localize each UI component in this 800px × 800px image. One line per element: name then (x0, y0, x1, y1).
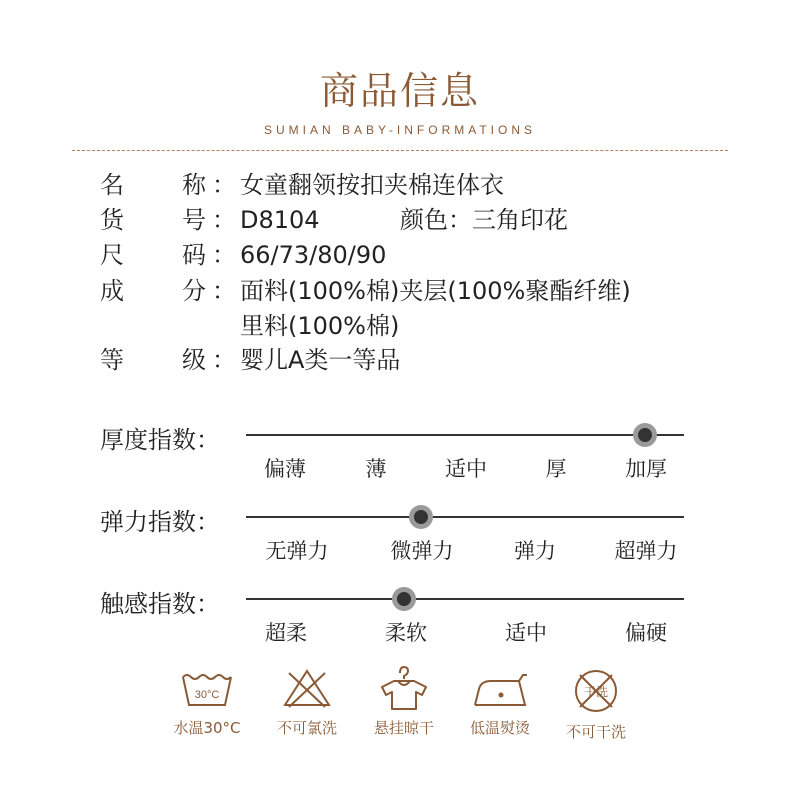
low-iron-icon (469, 665, 531, 711)
care-label: 悬挂晾干 (373, 719, 434, 737)
elasticity-option: 超弹力 (614, 539, 678, 563)
thickness-knob (633, 423, 657, 447)
thickness-track (246, 434, 684, 436)
page-title: 商品信息 (319, 69, 480, 113)
elasticity-track (246, 516, 684, 518)
touch-track (246, 598, 684, 600)
touch-option: 适中 (505, 621, 547, 645)
spec-key: 货 (100, 206, 124, 234)
spec-colon: ： (212, 171, 236, 199)
touch-knob (392, 587, 416, 611)
care-label: 低温熨烫 (469, 719, 530, 737)
spec-value: 面料(100%棉)夹层(100%聚酯纤维) (240, 277, 631, 305)
care-no-bleach (252, 665, 362, 738)
spec-value: 里料(100%棉) (240, 312, 400, 340)
spec-key: 级 (182, 346, 206, 374)
spec-key: 成 (100, 277, 124, 305)
elasticity-index-label: 弹力指数： (100, 508, 220, 536)
elasticity-option: 弹力 (514, 539, 556, 563)
care-label: 不可干洗 (565, 723, 626, 741)
spec-colon: ： (212, 241, 236, 269)
hang-dry-icon (376, 665, 432, 711)
elasticity-option: 微弹力 (390, 539, 454, 563)
care-label: 不可氯洗 (276, 719, 337, 737)
touch-option: 柔软 (385, 621, 427, 645)
touch-index-label: 触感指数： (100, 590, 220, 618)
wash-temp-text: 30°C (194, 689, 220, 701)
elasticity-option: 无弹力 (265, 539, 329, 563)
page-subtitle: SUMIAN BABY-INFORMATIONS (263, 123, 537, 137)
no-dry-clean-icon (568, 665, 624, 715)
dry-clean-text: 干洗 (583, 685, 609, 699)
spec-colon: ： (212, 346, 236, 374)
spec-key: 尺 (100, 241, 124, 269)
spec-value: 婴儿A类一等品 (240, 346, 401, 374)
spec-value: 女童翻领按扣夹棉连体衣 (240, 171, 504, 199)
care-wash (152, 665, 262, 738)
thickness-option: 薄 (365, 457, 387, 481)
spec-value: 66/73/80/90 (240, 241, 387, 269)
divider (72, 150, 728, 151)
touch-option: 超柔 (265, 621, 307, 645)
wash-30-icon (179, 665, 235, 711)
thickness-index-label: 厚度指数： (100, 426, 220, 454)
thickness-option: 偏薄 (264, 457, 306, 481)
spec-key: 码 (182, 241, 206, 269)
elasticity-knob (409, 505, 433, 529)
thickness-option: 厚 (545, 457, 567, 481)
thickness-option: 适中 (445, 457, 487, 481)
spec-key: 称 (182, 171, 206, 199)
care-label: 水温30°C (173, 719, 241, 737)
care-hang-dry (349, 665, 459, 738)
spec-key: 名 (100, 171, 124, 199)
spec-key: 号 (182, 206, 206, 234)
spec-colon: ： (212, 206, 236, 234)
no-bleach-icon (279, 665, 335, 711)
care-low-iron (445, 665, 555, 738)
spec-colon: ： (212, 277, 236, 305)
spec-key: 分 (182, 277, 206, 305)
spec-value: D8104 (240, 206, 320, 234)
spec-key: 等 (100, 346, 124, 374)
care-no-dry-clean (541, 665, 651, 742)
touch-option: 偏硬 (625, 621, 667, 645)
thickness-option: 加厚 (625, 457, 667, 481)
spec-color: 颜色：三角印花 (400, 206, 568, 234)
